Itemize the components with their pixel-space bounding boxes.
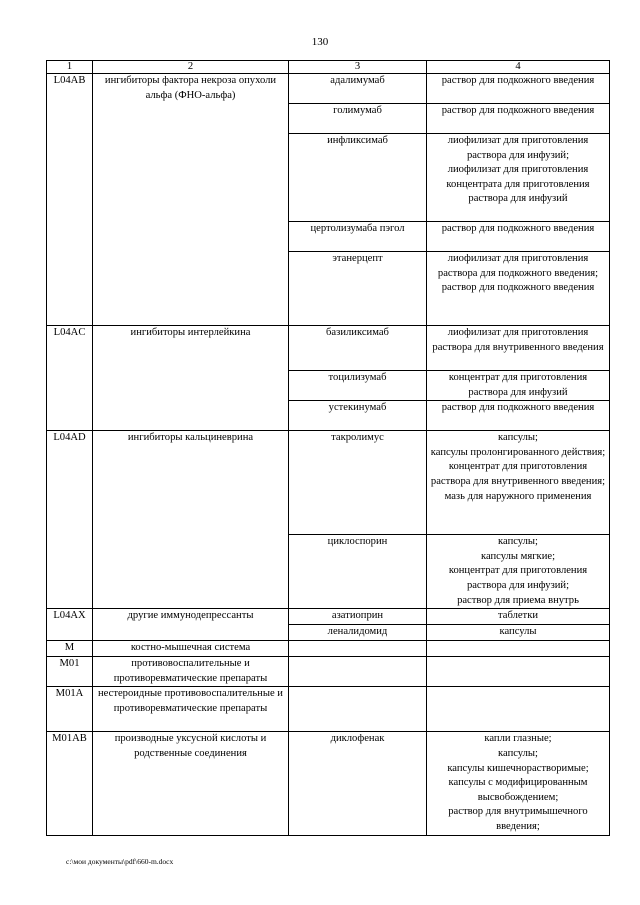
column-header: 2 bbox=[93, 61, 289, 74]
group-description: противовоспалительные и противоревматические препараты bbox=[93, 657, 289, 687]
drug-name bbox=[289, 641, 427, 657]
dosage-form: капсулы bbox=[427, 625, 610, 641]
drug-name: инфликсимаб bbox=[289, 134, 427, 222]
atc-code: M01AB bbox=[47, 732, 93, 836]
atc-code: M01A bbox=[47, 687, 93, 732]
dosage-form: лиофилизат для приготовления раствора для инфузий; лиофилизат для приготовления концентрата для приготовления раствора для инфузий bbox=[427, 134, 610, 222]
table-row bbox=[47, 609, 610, 625]
atc-code: M01 bbox=[47, 657, 93, 687]
column-header: 3 bbox=[289, 61, 427, 74]
drug-name bbox=[289, 687, 427, 732]
dosage-form: раствор для подкожного введения bbox=[427, 104, 610, 134]
dosage-form: лиофилизат для приготовления раствора для внутривенного введения bbox=[427, 326, 610, 371]
table-row bbox=[47, 732, 610, 836]
dosage-form bbox=[427, 657, 610, 687]
drug-name: адалимумаб bbox=[289, 74, 427, 104]
drug-name: устекинумаб bbox=[289, 401, 427, 431]
dosage-form: таблетки bbox=[427, 609, 610, 625]
drug-name: цертолизумаба пэгол bbox=[289, 222, 427, 252]
group-description: другие иммунодепрессанты bbox=[93, 609, 289, 641]
drug-name: диклофенак bbox=[289, 732, 427, 836]
drug-name bbox=[289, 657, 427, 687]
footer-file-path: c:\мои документы\pdf\660-m.docx bbox=[66, 857, 174, 866]
dosage-form: капсулы; капсулы пролонгированного действия; концентрат для приготовления раствора для внутривенного введения; мазь для наружного применения bbox=[427, 431, 610, 535]
column-header: 4 bbox=[427, 61, 610, 74]
dosage-form: капсулы; капсулы мягкие; концентрат для приготовления раствора для инфузий; раствор для приема внутрь bbox=[427, 535, 610, 609]
drug-name: леналидомид bbox=[289, 625, 427, 641]
drug-name: этанерцепт bbox=[289, 252, 427, 326]
drug-name: голимумаб bbox=[289, 104, 427, 134]
table-row bbox=[47, 687, 610, 732]
dosage-form: лиофилизат для приготовления раствора для подкожного введения; раствор для подкожного введения bbox=[427, 252, 610, 326]
group-description: ингибиторы интерлейкина bbox=[93, 326, 289, 431]
table-row bbox=[47, 641, 610, 657]
atc-code: L04AD bbox=[47, 431, 93, 609]
drug-name: азатиоприн bbox=[289, 609, 427, 625]
drug-name: циклоспорин bbox=[289, 535, 427, 609]
atc-code: M bbox=[47, 641, 93, 657]
dosage-form: раствор для подкожного введения bbox=[427, 222, 610, 252]
dosage-form bbox=[427, 641, 610, 657]
column-header: 1 bbox=[47, 61, 93, 74]
table-row bbox=[47, 657, 610, 687]
group-description: производные уксусной кислоты и родственные соединения bbox=[93, 732, 289, 836]
dosage-form bbox=[427, 687, 610, 732]
column-header-row bbox=[47, 61, 610, 74]
dosage-form: концентрат для приготовления раствора для инфузий bbox=[427, 371, 610, 401]
atc-code: L04AX bbox=[47, 609, 93, 641]
group-description: костно-мышечная система bbox=[93, 641, 289, 657]
dosage-form: раствор для подкожного введения bbox=[427, 401, 610, 431]
table-row bbox=[47, 326, 610, 371]
drug-name: такролимус bbox=[289, 431, 427, 535]
group-description: ингибиторы фактора некроза опухоли альфа (ФНО-альфа) bbox=[93, 74, 289, 326]
atc-code: L04AB bbox=[47, 74, 93, 326]
group-description: ингибиторы кальциневрина bbox=[93, 431, 289, 609]
page-number: 130 bbox=[311, 36, 329, 48]
atc-code: L04AC bbox=[47, 326, 93, 431]
table-row bbox=[47, 431, 610, 535]
dosage-form: капли глазные; капсулы; капсулы кишечнорастворимые; капсулы с модифицированным высвобождением; раствор для внутримышечного введения; bbox=[427, 732, 610, 836]
table-row bbox=[47, 74, 610, 104]
drug-name: тоцилизумаб bbox=[289, 371, 427, 401]
drug-name: базиликсимаб bbox=[289, 326, 427, 371]
dosage-form: раствор для подкожного введения bbox=[427, 74, 610, 104]
group-description: нестероидные противовоспалительные и противоревматические препараты bbox=[93, 687, 289, 732]
drug-table bbox=[46, 60, 610, 836]
